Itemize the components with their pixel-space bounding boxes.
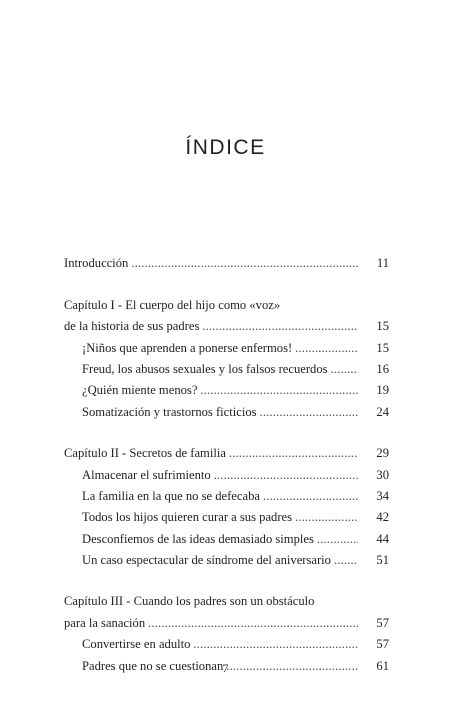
dot-leader [131,256,358,271]
dot-leader [295,510,358,525]
toc-entry-label: La familia en la que no se defecaba [82,488,260,503]
toc-entry-page: 44 [376,531,389,546]
toc-entry-label: Convertirse en adulto [82,637,191,652]
toc-entry-label: ¡Niños que aprenden a ponerse enfermos! [82,340,293,355]
table-of-contents [64,253,389,677]
toc-entry-page: 61 [376,658,389,673]
toc-entry-label: de la historia de sus padres [64,319,200,334]
toc-entry-page: 16 [376,361,389,376]
dot-leader [193,637,358,652]
toc-entry-page: 24 [376,404,389,419]
dot-leader [263,489,358,504]
toc-subentry [64,550,389,571]
toc-entry-page: 19 [376,383,389,398]
toc-entry-page: 34 [376,488,389,503]
toc-entry-chapter-2 [64,443,389,464]
toc-entry-label: Todos los hijos quieren curar a sus padres [82,510,293,525]
toc-entry-label: Introducción [64,256,129,271]
toc-entry-chapter-1-cont [64,316,389,337]
dot-leader [331,362,358,377]
toc-entry-label: Capítulo II - Secretos de familia [64,446,226,461]
dot-leader [202,319,358,334]
toc-subentry [64,337,389,358]
toc-subentry [64,359,389,380]
toc-entry-chapter-1 [64,294,389,315]
toc-subentry [64,634,389,655]
dot-leader [148,616,358,631]
toc-subentry [64,486,389,507]
dot-leader [214,468,358,483]
toc-entry-chapter-3 [64,591,389,612]
page-number: 7 [222,661,229,675]
toc-entry-chapter-3-cont [64,612,389,633]
toc-entry-page: 29 [376,446,389,461]
toc-entry-page: 57 [376,615,389,630]
page-title: ÍNDICE [185,136,266,159]
dot-leader [334,553,358,568]
toc-entry-label: Desconfiemos de las ideas demasiado simples [82,531,314,546]
toc-entry-page: 15 [376,319,389,334]
toc-entry-label: Freud, los abusos sexuales y los falsos recuerdos [82,361,328,376]
toc-entry-page: 11 [376,256,389,271]
dot-leader [260,405,358,420]
dot-leader [229,446,358,461]
toc-entry-label: Capítulo I - El cuerpo del hijo como «voz» [64,297,281,312]
dot-leader [200,383,358,398]
toc-subentry [64,528,389,549]
toc-entry-introduccion [64,253,389,274]
toc-entry-label: Somatización y trastornos ficticios [82,404,257,419]
dot-leader [317,532,358,547]
toc-entry-label: Capítulo III - Cuando los padres son un obstáculo [64,594,315,609]
toc-subentry [64,507,389,528]
toc-entry-page: 30 [376,467,389,482]
toc-entry-label: Un caso espectacular de síndrome del aniversario [82,553,331,568]
toc-entry-page: 51 [376,553,389,568]
toc-subentry [64,401,389,422]
toc-entry-page: 15 [376,340,389,355]
toc-subentry [64,380,389,401]
toc-subentry [64,464,389,485]
toc-entry-label: para la sanación [64,615,146,630]
toc-entry-label: Almacenar el sufrimiento [82,467,211,482]
toc-entry-page: 57 [376,637,389,652]
dot-leader [295,341,358,356]
toc-entry-page: 42 [376,510,389,525]
toc-entry-label: ¿Quién miente menos? [82,383,198,398]
toc-entry-label: Padres que no se cuestionan [82,658,224,673]
